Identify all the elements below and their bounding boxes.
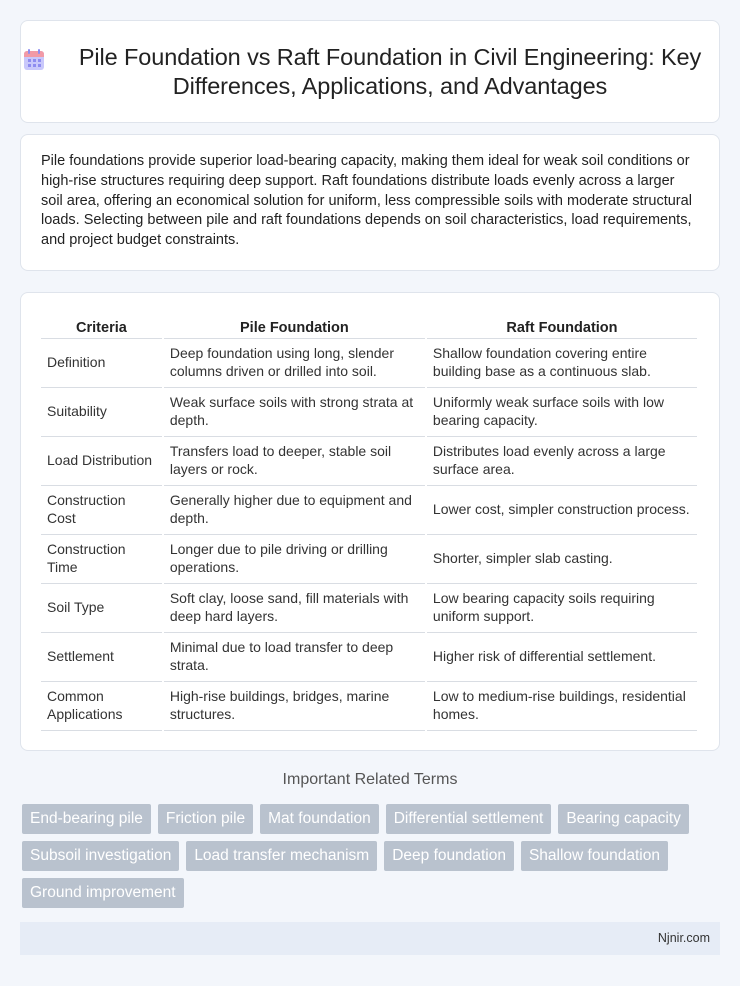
pile-cell: Longer due to pile driving or drilling operations. <box>164 535 425 584</box>
term-tag[interactable]: Bearing capacity <box>558 804 689 834</box>
raft-cell: Higher risk of differential settlement. <box>427 633 697 682</box>
criteria-cell: Load Distribution <box>41 437 162 486</box>
term-tag[interactable]: Ground improvement <box>22 878 184 908</box>
criteria-cell: Suitability <box>41 388 162 437</box>
raft-cell: Shallow foundation covering entire building base as a continuous slab. <box>427 339 697 388</box>
term-tag[interactable]: Subsoil investigation <box>22 841 179 871</box>
footer-site-link[interactable]: Njnir.com <box>657 931 710 945</box>
pile-cell: Minimal due to load transfer to deep strata. <box>164 633 425 682</box>
related-terms-heading: Important Related Terms <box>282 771 458 788</box>
table-header-row <box>41 313 697 339</box>
pile-cell: Transfers load to deeper, stable soil layers or rock. <box>164 437 425 486</box>
criteria-cell: Common Applications <box>41 682 162 731</box>
intro-paragraph: Pile foundations provide superior load-bearing capacity, making them ideal for weak soil conditions or high-rise structures requiring deep support. Raft foundations distribute loads evenly across a larger soil area, offering an economical solution for uniform, less compressible soils with moderate structural loads. Selecting between pile and raft foundations depends on soil characteristics, load requirements, and project budget constraints. <box>41 153 692 249</box>
term-tag[interactable]: Shallow foundation <box>521 841 668 871</box>
column-header-criteria: Criteria <box>41 313 162 339</box>
pile-cell: Soft clay, loose sand, fill materials with deep hard layers. <box>164 584 425 633</box>
raft-cell: Low to medium-rise buildings, residential homes. <box>427 682 697 731</box>
calendar-icon <box>21 47 47 73</box>
criteria-cell: Soil Type <box>41 584 162 633</box>
pile-cell: Weak surface soils with strong strata at depth. <box>164 388 425 437</box>
table-row <box>41 437 697 486</box>
raft-cell: Uniformly weak surface soils with low bearing capacity. <box>427 388 697 437</box>
footer <box>20 922 720 955</box>
term-tag[interactable]: Mat foundation <box>260 804 379 834</box>
table-row <box>41 486 697 535</box>
term-tag[interactable]: Differential settlement <box>386 804 552 834</box>
pile-cell: Deep foundation using long, slender columns driven or drilled into soil. <box>164 339 425 388</box>
related-terms-list <box>22 804 722 908</box>
table-row <box>41 339 697 388</box>
column-header-pile: Pile Foundation <box>164 313 425 339</box>
table-row <box>41 584 697 633</box>
page-title: Pile Foundation vs Raft Foundation in Civil Engineering: Key Differences, Applications, and Advantages <box>78 43 702 99</box>
pile-cell: High-rise buildings, bridges, marine structures. <box>164 682 425 731</box>
intro-card <box>20 134 720 271</box>
pile-cell: Generally higher due to equipment and depth. <box>164 486 425 535</box>
table-row <box>41 682 697 731</box>
raft-cell: Low bearing capacity soils requiring uniform support. <box>427 584 697 633</box>
raft-cell: Shorter, simpler slab casting. <box>427 535 697 584</box>
term-tag[interactable]: Friction pile <box>158 804 253 834</box>
table-row <box>41 535 697 584</box>
criteria-cell: Settlement <box>41 633 162 682</box>
table-row <box>41 633 697 682</box>
raft-cell: Distributes load evenly across a large surface area. <box>427 437 697 486</box>
term-tag[interactable]: Load transfer mechanism <box>186 841 377 871</box>
criteria-cell: Construction Cost <box>41 486 162 535</box>
criteria-cell: Definition <box>41 339 162 388</box>
term-tag[interactable]: End-bearing pile <box>22 804 151 834</box>
comparison-table <box>39 313 699 731</box>
raft-cell: Lower cost, simpler construction process. <box>427 486 697 535</box>
comparison-table-card <box>20 292 720 751</box>
column-header-raft: Raft Foundation <box>427 313 697 339</box>
term-tag[interactable]: Deep foundation <box>384 841 514 871</box>
table-row <box>41 388 697 437</box>
criteria-cell: Construction Time <box>41 535 162 584</box>
title-card <box>20 20 720 123</box>
